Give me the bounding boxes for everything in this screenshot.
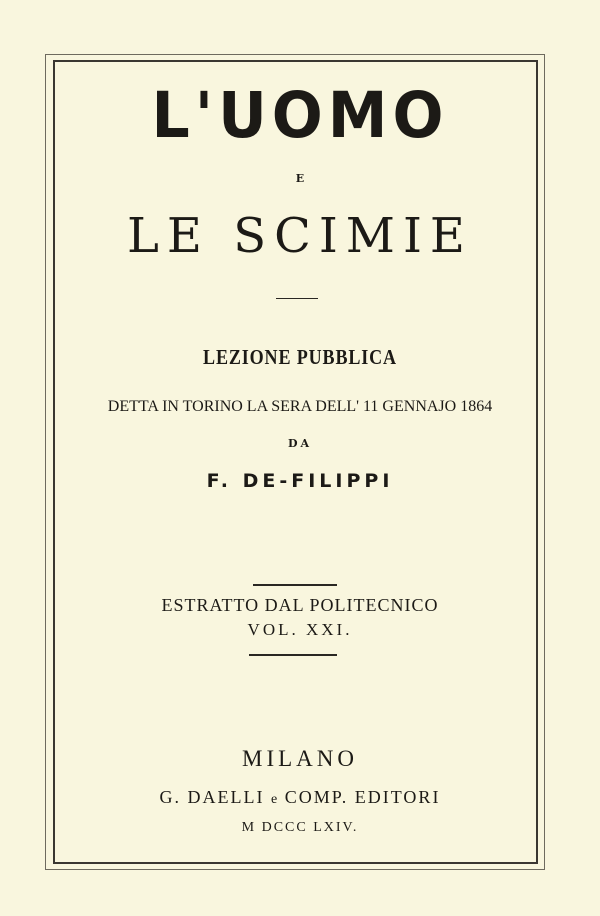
title-conjunction: E — [295, 172, 305, 185]
publisher-conjunction: e — [271, 792, 279, 807]
lecture-kind: LEZIONE PUBBLICA — [203, 345, 397, 369]
divider-rule-excerpt-bottom — [249, 654, 337, 656]
imprint-year: M DCCC LXIV. — [241, 820, 359, 835]
author-name: F. DE-FILIPPI — [206, 470, 394, 492]
imprint-city: MILANO — [242, 746, 358, 771]
divider-rule-excerpt-top — [253, 584, 337, 586]
lecture-detail: DETTA IN TORINO LA SERA DELL' 11 GENNAJO 1864 — [107, 398, 493, 415]
excerpt-volume: VOL. XXI. — [247, 620, 353, 639]
book-title-second: LE SCIMIE — [127, 208, 473, 264]
excerpt-source: ESTRATTO DAL POLITECNICO — [161, 595, 439, 615]
book-title-main: L'UOMO — [151, 79, 449, 153]
divider-rule-top — [276, 298, 318, 299]
publisher-name: G. DAELLI — [159, 787, 265, 807]
imprint-publisher — [0, 785, 600, 812]
publisher-rest: COMP. EDITORI — [284, 787, 441, 807]
by-label: DA — [287, 437, 313, 450]
